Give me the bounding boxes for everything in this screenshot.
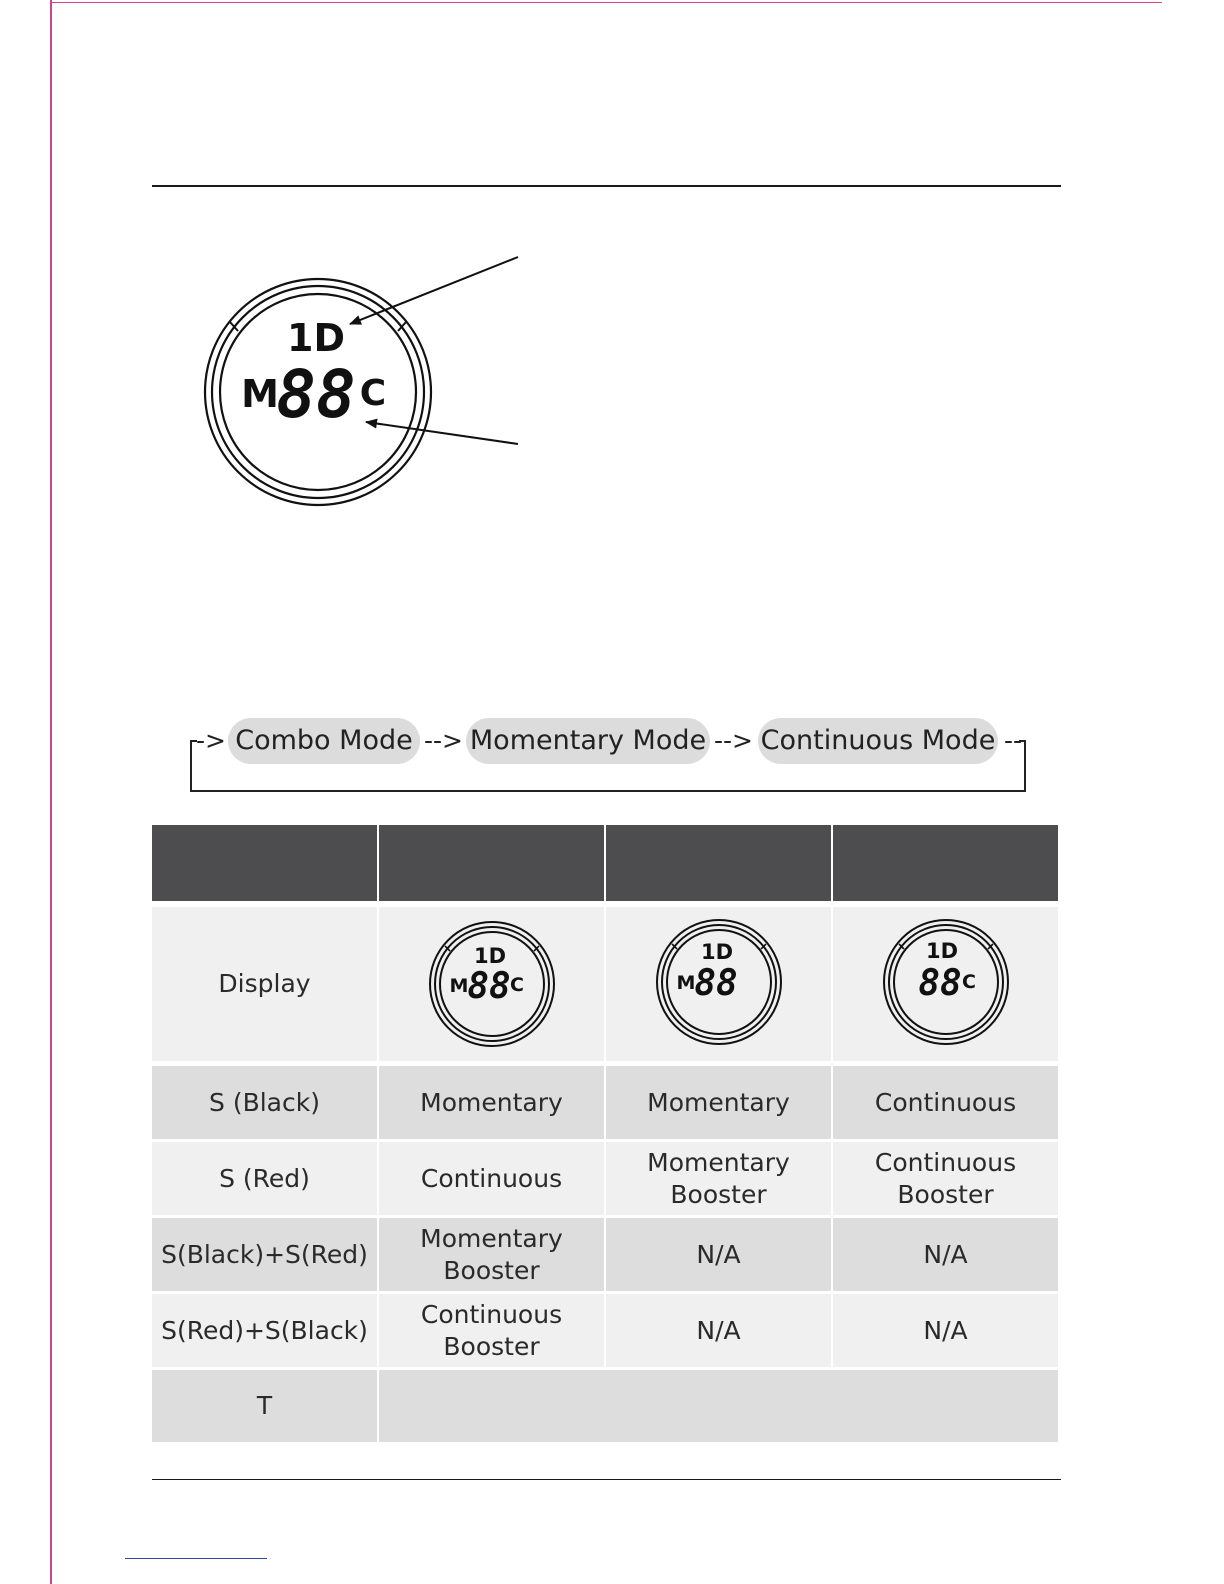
dial-right-text: C (359, 373, 387, 414)
dial-left-text: M (241, 372, 279, 416)
dial-digits: 88 (466, 966, 511, 1007)
row-label: T (152, 1370, 377, 1442)
left-margin-line (50, 0, 52, 1584)
header-cell (152, 825, 377, 901)
dial-left-text: M (676, 972, 695, 994)
dial-digits: 88 (276, 356, 356, 433)
dial-combo-icon (427, 919, 557, 1049)
table-cell: N/A (606, 1294, 831, 1367)
table-cell: N/A (833, 1218, 1058, 1291)
display-cell (379, 907, 604, 1061)
dial-top-text: 1D (925, 939, 958, 963)
mode-momentary-pill: Momentary Mode (466, 718, 710, 764)
table-row (152, 1294, 1058, 1367)
display-cell (833, 907, 1058, 1061)
dial-momentary-icon (654, 919, 784, 1049)
dial-continuous-icon (881, 919, 1011, 1049)
table-cell: Continuous (833, 1066, 1058, 1139)
dial-right-text: C (509, 974, 524, 996)
top-margin-line (50, 2, 1162, 3)
dial-top-text: 1D (287, 316, 345, 360)
row-label: S(Black)+S(Red) (152, 1218, 377, 1291)
table-cell: Continuous Booster (379, 1294, 604, 1367)
header-cell (606, 825, 831, 901)
header-cell (833, 825, 1058, 901)
table-row (152, 1142, 1058, 1215)
header-rule (152, 185, 1061, 187)
row-label: S (Black) (152, 1066, 377, 1139)
display-cell (606, 907, 831, 1061)
callout-arrow-top (350, 257, 518, 324)
dial-diagram (190, 245, 530, 520)
table-cell: Momentary Booster (606, 1142, 831, 1215)
table-cell: Momentary (606, 1066, 831, 1139)
table-cell: N/A (833, 1294, 1058, 1367)
table-row (152, 1066, 1058, 1139)
table-row-display (152, 907, 1058, 1061)
table-header-row (152, 825, 1058, 901)
dial-digits: 88 (917, 963, 962, 1004)
table-cell: Continuous Booster (833, 1142, 1058, 1215)
dial-right-text: C (961, 971, 976, 993)
table-cell: N/A (606, 1218, 831, 1291)
row-label: S(Red)+S(Black) (152, 1294, 377, 1367)
dial-top-text: 1D (700, 940, 733, 964)
callout-arrow-bottom (366, 422, 518, 444)
header-cell (379, 825, 604, 901)
table-cell-span (379, 1370, 1058, 1442)
mode-combo-pill: Combo Mode (228, 718, 420, 764)
footer-link-underline (125, 1558, 267, 1559)
dial-digits: 88 (693, 963, 738, 1004)
table-cell: Momentary Booster (379, 1218, 604, 1291)
table-cell: Continuous (379, 1142, 604, 1215)
mode-continuous-pill: Continuous Mode (758, 718, 998, 764)
flow-arrow-2: --> (714, 726, 753, 755)
table-row (152, 1218, 1058, 1291)
flow-lead-arrow: -> (196, 726, 226, 755)
table-cell: Momentary (379, 1066, 604, 1139)
row-label: Display (152, 907, 377, 1061)
row-label: S (Red) (152, 1142, 377, 1215)
flow-tail: -- (1004, 726, 1023, 755)
flow-arrow-1: --> (424, 726, 463, 755)
footer-rule (152, 1479, 1061, 1480)
dial-left-text: M (449, 975, 468, 997)
dial-top-text: 1D (473, 944, 506, 968)
table-row-t (152, 1370, 1058, 1442)
